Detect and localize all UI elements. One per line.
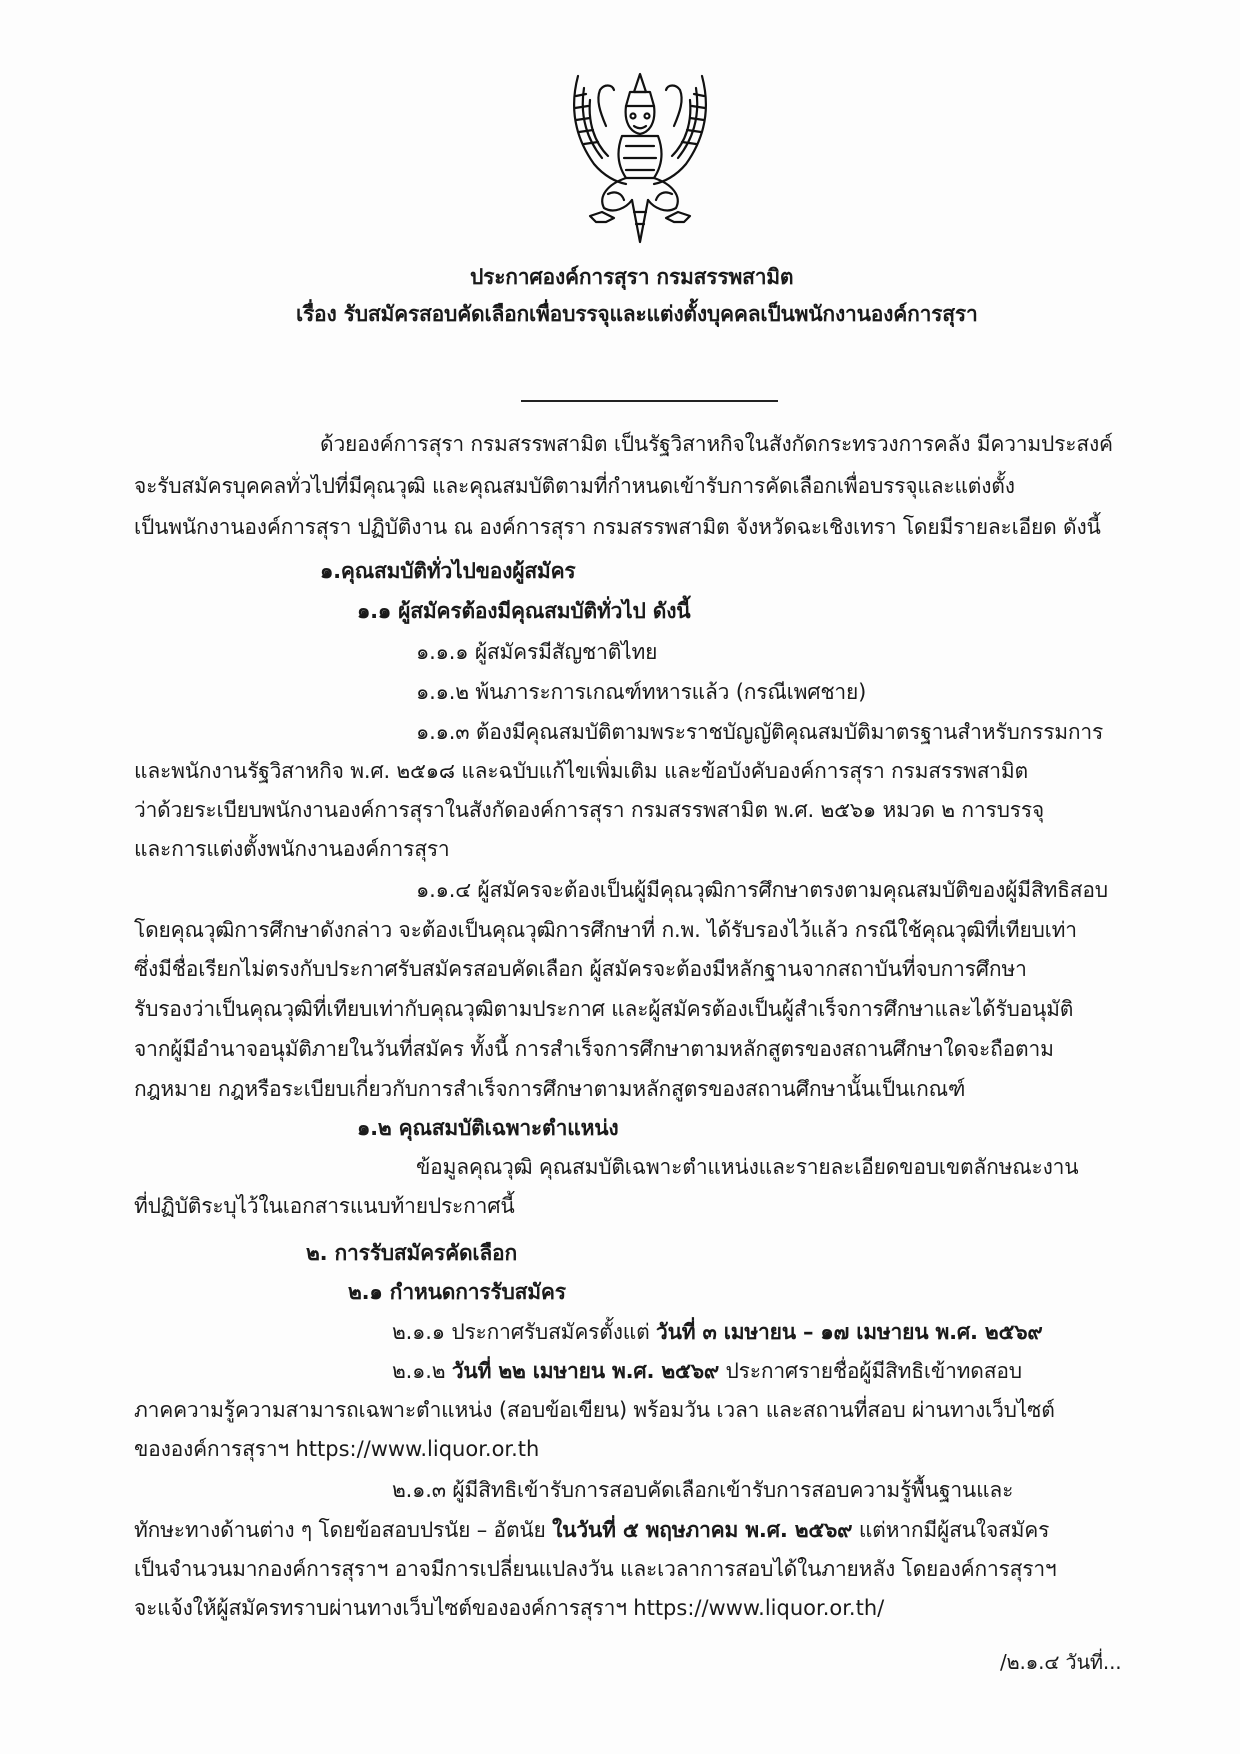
item-2-1-2-prefix: ๒.๑.๒: [392, 1359, 452, 1383]
item-2-1-2-line-1: [392, 1357, 1022, 1385]
liquor-website-link[interactable]: https://www.liquor.or.th: [295, 1437, 540, 1461]
title-divider: [521, 400, 778, 402]
item-2-1-3-line-4-text: จะแจ้งให้ผู้สมัครทราบผ่านทางเว็บไซต์ขององค์การสุราฯ: [134, 1596, 634, 1620]
item-1-1-2: ๑.๑.๒ พ้นภาระการเกณฑ์ทหารแล้ว (กรณีเพศชาย): [416, 680, 867, 704]
item-2-1-1: [392, 1318, 1043, 1346]
garuda-emblem-icon: [560, 66, 720, 246]
item-2-1-3-line-1: ๒.๑.๓ ผู้มีสิทธิเข้ารับการสอบคัดเลือกเข้ารับการสอบความรู้พื้นฐานและ: [392, 1478, 1014, 1502]
item-1-1-4-line-1: ๑.๑.๔ ผู้สมัครจะต้องเป็นผู้มีคุณวุฒิการศึกษาตรงตามคุณสมบัติของผู้มีสิทธิสอบ: [416, 878, 1108, 902]
item-2-1-2-date: วันที่ ๒๒ เมษายน พ.ศ. ๒๕๖๙: [451, 1359, 720, 1383]
section-2-heading: ๒. การรับสมัครคัดเลือก: [306, 1241, 517, 1265]
intro-line-3: เป็นพนักงานองค์การสุรา ปฏิบัติงาน ณ องค์การสุรา กรมสรรพสามิต จังหวัดฉะเชิงเทรา โดยมีรายละเอียด ดังนี้: [134, 515, 1101, 539]
item-2-1-3-line-2-prefix: ทักษะทางด้านต่าง ๆ โดยข้อสอบปรนัย – อัตนัย: [134, 1518, 553, 1542]
intro-line-2: จะรับสมัครบุคคลทั่วไปที่มีคุณวุฒิ และคุณสมบัติตามที่กำหนดเข้ารับการคัดเลือกเพื่อบรรจุและแต่งตั้ง: [134, 474, 1015, 498]
item-2-1-3-line-2: [134, 1516, 1049, 1544]
item-1-1-1: ๑.๑.๑ ผู้สมัครมีสัญชาติไทย: [416, 640, 658, 664]
section-1-heading: ๑.คุณสมบัติทั่วไปของผู้สมัคร: [320, 559, 576, 583]
item-2-1-3-line-4: [134, 1594, 884, 1622]
item-1-1-3-line-2: และพนักงานรัฐวิสาหกิจ พ.ศ. ๒๕๑๘ และฉบับแก้ไขเพิ่มเติม และข้อบังคับองค์การสุรา กรมสรรพสามิต: [134, 759, 1028, 783]
announcement-title: ประกาศองค์การสุรา กรมสรรพสามิต: [470, 265, 794, 289]
section-1-2-heading: ๑.๒ คุณสมบัติเฉพาะตำแหน่ง: [357, 1116, 619, 1140]
item-1-1-4-line-6: กฎหมาย กฎหรือระเบียบเกี่ยวกับการสำเร็จการศึกษาตามหลักสูตรของสถานศึกษานั้นเป็นเกณฑ์: [134, 1077, 966, 1101]
section-1-1-heading: ๑.๑ ผู้สมัครต้องมีคุณสมบัติทั่วไป ดังนี้: [357, 599, 691, 623]
item-2-1-3-exam-date: ในวันที่ ๕ พฤษภาคม พ.ศ. ๒๕๖๙: [552, 1518, 853, 1542]
item-2-1-2-line-2: ภาคความรู้ความสามารถเฉพาะตำแหน่ง (สอบข้อเขียน) พร้อมวัน เวลา และสถานที่สอบ ผ่านทางเว็บไซต์: [134, 1398, 1055, 1422]
liquor-website-link-2[interactable]: https://www.liquor.or.th/: [633, 1596, 885, 1620]
intro-line-1: ด้วยองค์การสุรา กรมสรรพสามิต เป็นรัฐวิสาหกิจในสังกัดกระทรวงการคลัง มีความประสงค์: [320, 432, 1113, 456]
page-continuation: /๒.๑.๔ วันที่...: [1000, 1650, 1122, 1674]
section-1-2-line-1: ข้อมูลคุณวุฒิ คุณสมบัติเฉพาะตำแหน่งและรายละเอียดขอบเขตลักษณะงาน: [416, 1155, 1079, 1179]
item-1-1-4-line-5: จากผู้มีอำนาจอนุมัติภายในวันที่สมัคร ทั้งนี้ การสำเร็จการศึกษาตามหลักสูตรของสถานศึกษาใดจะถือตาม: [134, 1037, 1054, 1061]
item-2-1-2-line-3: [134, 1435, 539, 1463]
item-2-1-3-line-3: เป็นจำนวนมากองค์การสุราฯ อาจมีการเปลี่ยนแปลงวัน และเวลาการสอบได้ในภายหลัง โดยองค์การสุราฯ: [134, 1557, 1057, 1581]
item-2-1-2-line-3-text: ขององค์การสุราฯ: [134, 1437, 296, 1461]
item-1-1-3-line-3: ว่าด้วยระเบียบพนักงานองค์การสุราในสังกัดองค์การสุรา กรมสรรพสามิต พ.ศ. ๒๕๖๑ หมวด ๒ การบรรจุ: [134, 798, 1044, 822]
section-2-1-heading: ๒.๑ กำหนดการรับสมัคร: [348, 1280, 566, 1304]
item-2-1-3-line-2-suffix: แต่หากมีผู้สนใจสมัคร: [852, 1518, 1050, 1542]
announcement-subject: เรื่อง รับสมัครสอบคัดเลือกเพื่อบรรจุและแต่งตั้งบุคคลเป็นพนักงานองค์การสุรา: [296, 302, 978, 326]
item-2-1-2-suffix: ประกาศรายชื่อผู้มีสิทธิเข้าทดสอบ: [719, 1359, 1022, 1383]
item-1-1-4-line-2: โดยคุณวุฒิการศึกษาดังกล่าว จะต้องเป็นคุณวุฒิการศึกษาที่ ก.พ. ได้รับรองไว้แล้ว กรณีใช้คุณวุฒิที่เทียบเท่า: [134, 918, 1077, 942]
item-1-1-4-line-4: รับรองว่าเป็นคุณวุฒิที่เทียบเท่ากับคุณวุฒิตามประกาศ และผู้สมัครต้องเป็นผู้สำเร็จการศึกษาและได้รับอนุมัติ: [134, 997, 1074, 1021]
item-1-1-3-line-4: และการแต่งตั้งพนักงานองค์การสุรา: [134, 837, 450, 861]
item-1-1-4-line-3: ซึ่งมีชื่อเรียกไม่ตรงกับประกาศรับสมัครสอบคัดเลือก ผู้สมัครจะต้องมีหลักฐานจากสถาบันที่จบการศึกษา: [134, 957, 1027, 981]
item-2-1-1-dates: วันที่ ๓ เมษายน – ๑๗ เมษายน พ.ศ. ๒๕๖๙: [656, 1320, 1043, 1344]
item-2-1-1-prefix: ๒.๑.๑ ประกาศรับสมัครตั้งแต่: [392, 1320, 656, 1344]
item-1-1-3-line-1: ๑.๑.๓ ต้องมีคุณสมบัติตามพระราชบัญญัติคุณสมบัติมาตรฐานสำหรับกรรมการ: [416, 720, 1104, 744]
section-1-2-line-2: ที่ปฏิบัติระบุไว้ในเอกสารแนบท้ายประกาศนี้: [134, 1194, 515, 1218]
